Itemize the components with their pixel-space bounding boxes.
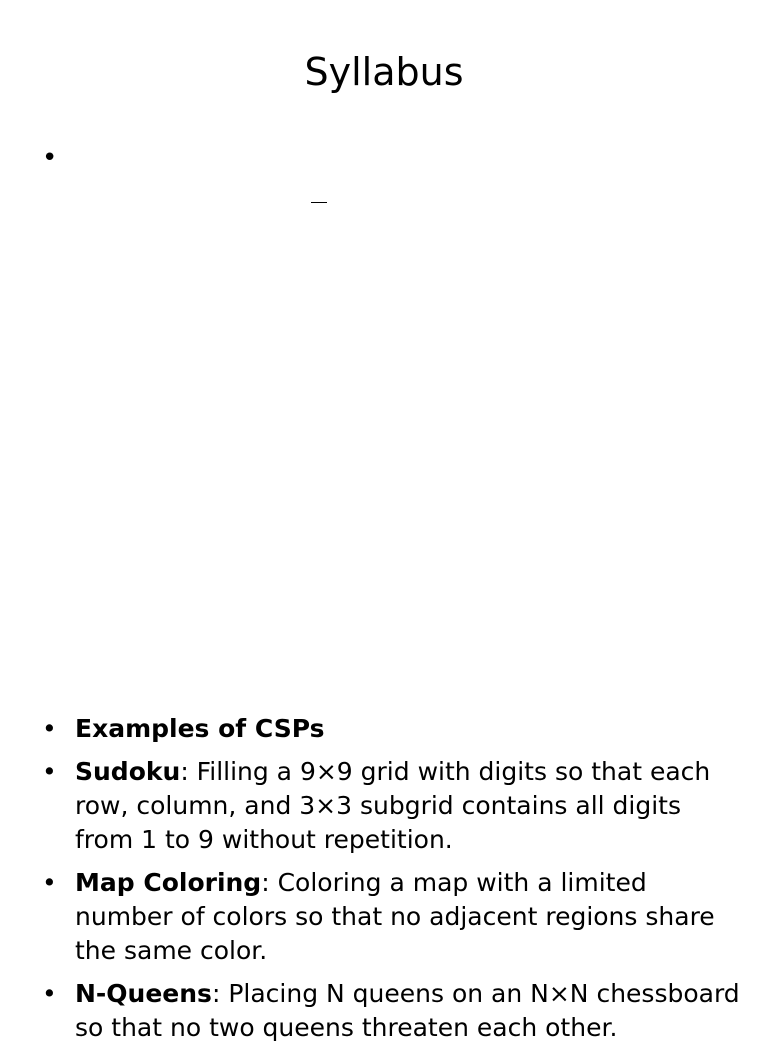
empty-bullet: • xyxy=(42,143,58,173)
list-item xyxy=(42,755,742,857)
list-item xyxy=(42,977,742,1045)
bullet-mark: • xyxy=(42,757,57,786)
bullet-text: : Filling a 9×9 grid with digits so that each row, column, and 3×3 subgrid contains all digits from 1 to 9 without repetition. xyxy=(75,757,711,854)
bullet-list xyxy=(42,712,742,1054)
bullet-term: Examples of CSPs xyxy=(75,714,325,743)
bullet-mark: • xyxy=(42,979,57,1008)
bullet-text: : Placing N queens on an N×N chessboard so that no two queens threaten each other. xyxy=(75,979,740,1042)
bullet-term: Sudoku xyxy=(75,757,181,786)
list-item xyxy=(42,712,742,746)
bullet-mark: • xyxy=(42,714,57,743)
slide-title: Syllabus xyxy=(304,50,464,94)
bullet-term: N-Queens xyxy=(75,979,212,1008)
bullet-mark: • xyxy=(42,868,57,897)
stray-dash xyxy=(311,202,327,203)
bullet-text: : Coloring a map with a limited number of colors so that no adjacent regions share the same color. xyxy=(75,868,715,965)
bullet-term: Map Coloring xyxy=(75,868,262,897)
list-item xyxy=(42,866,742,968)
